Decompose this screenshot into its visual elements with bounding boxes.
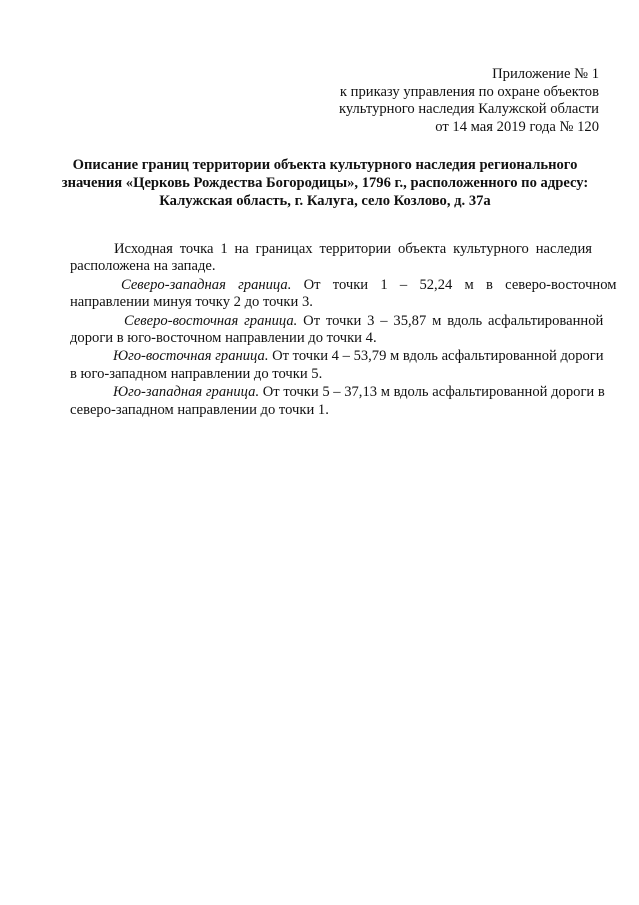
boundary-text: От точки 4 – 53,79 м вдоль асфальтированной дороги	[268, 348, 604, 365]
paragraph-line: дороги в юго-восточном направлении до точки 4.	[70, 330, 377, 347]
boundary-text: От точки 1 – 52,24 м в северо-восточном	[291, 276, 617, 293]
boundary-label: Юго-восточная граница.	[113, 348, 269, 365]
document-body	[70, 241, 617, 420]
appendix-date: от 14 мая 2019 года № 120	[435, 118, 599, 135]
appendix-authority: культурного наследия Калужской области	[338, 101, 599, 118]
appendix-order-ref: к приказу управления по охране объектов	[339, 83, 599, 100]
paragraph-line: северо-западном направлении до точки 1.	[70, 401, 329, 418]
boundary-label: Северо-западная граница.	[121, 276, 292, 293]
boundary-label: Северо-восточная граница.	[124, 312, 298, 329]
paragraph-southeast-boundary	[70, 348, 604, 383]
document-title	[60, 156, 590, 210]
paragraph-start-point	[70, 241, 600, 276]
paragraph-line	[76, 276, 617, 294]
paragraph-northeast-boundary	[70, 312, 604, 348]
paragraph-line	[70, 348, 604, 365]
boundary-label: Юго-западная граница.	[113, 384, 260, 401]
boundary-text: От точки 5 – 37,13 м вдоль асфальтированной дороги в	[259, 384, 605, 401]
paragraph-line	[70, 384, 605, 401]
paragraph-line: Исходная точка 1 на границах территории объекта культурного наследия	[114, 241, 592, 257]
appendix-header	[339, 66, 599, 136]
boundary-text: От точки 3 – 35,87 м вдоль асфальтированной	[297, 312, 604, 329]
paragraph-line: направлении минуя точку 2 до точки 3.	[70, 294, 313, 311]
title-line: Описание границ территории объекта культурного наследия регионального	[72, 157, 578, 173]
appendix-number: Приложение № 1	[492, 66, 599, 82]
paragraph-line: в юго-западном направлении до точки 5.	[70, 365, 323, 382]
paragraph-northwest-boundary	[70, 276, 617, 312]
paragraph-line: расположена на западе.	[70, 258, 216, 275]
paragraph-southwest-boundary	[70, 384, 605, 419]
paragraph-line	[70, 312, 604, 330]
title-line: Калужская область, г. Калуга, село Козлово, д. 37а	[159, 193, 491, 209]
title-line: значения «Церковь Рождества Богородицы», 1796 г., расположенного по адресу:	[61, 175, 589, 191]
